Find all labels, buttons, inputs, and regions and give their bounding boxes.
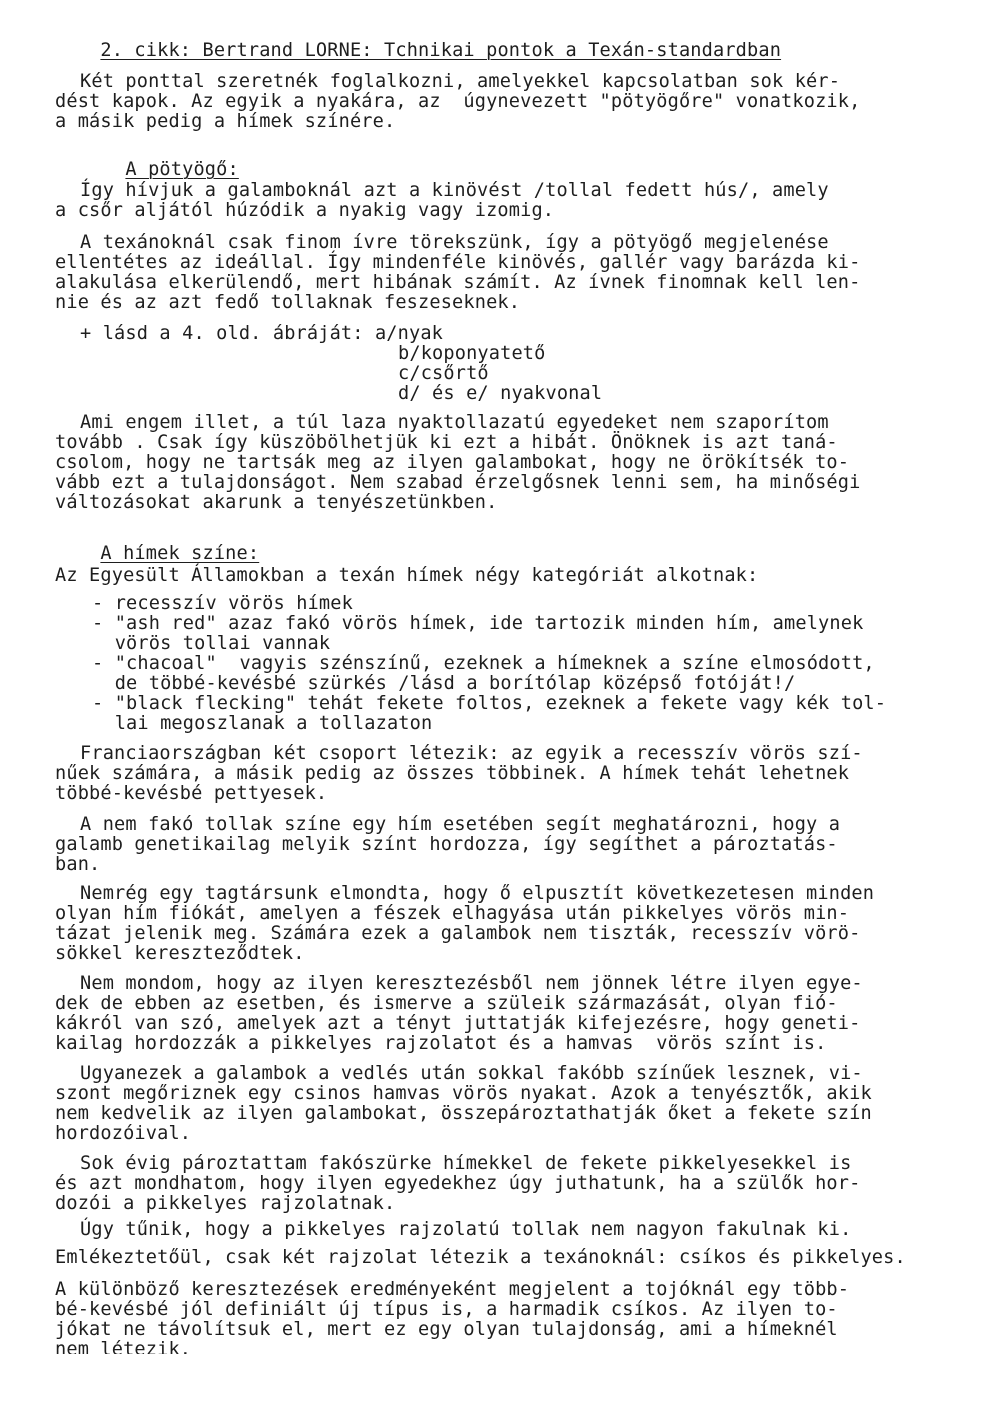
intro-line: Két ponttal szeretnék foglalkozni, amelyekkel kapcsolatban sok kér- bbox=[80, 71, 841, 92]
paragraph-line: változásokat akarunk a tenyészetünkben. bbox=[55, 492, 498, 513]
paragraph-line: nem kedvelik az ilyen galambokat, összepároztathatják őket a fekete szín bbox=[55, 1103, 872, 1124]
paragraph-line: többé-kevésbé pettyesek. bbox=[55, 783, 328, 804]
paragraph-line: dozói a pikkelyes rajzolatnak. bbox=[55, 1193, 396, 1214]
paragraph-line: dek de ebben az esetben, és ismerve a szüleik származását, olyan fió- bbox=[55, 993, 838, 1014]
list-item: - "chacoal" vagyis szénszínű, ezeknek a hímeknek a színe elmosódott, bbox=[92, 653, 875, 674]
paragraph-line: hordozóival. bbox=[55, 1123, 192, 1144]
paragraph-line: ban. bbox=[55, 854, 101, 875]
section-heading-text: A hímek színe: bbox=[100, 543, 260, 564]
paragraph-line: nűek számára, a másik pedig az összes többinek. A hímek tehát lehetnek bbox=[55, 763, 850, 784]
figure-reference: + lásd a 4. old. ábráját: a/nyak bbox=[80, 323, 444, 344]
paragraph-line: tovább . Csak így küszöbölhetjük ki ezt a hibát. Önöknek is azt taná- bbox=[55, 432, 838, 453]
paragraph-line: csolom, hogy ne tartsák meg az ilyen galambokat, hogy ne örökítsék to- bbox=[55, 452, 850, 473]
paragraph-line: Így hívjuk a galamboknál azt a kinövést /tollal fedett hús/, amely bbox=[80, 180, 829, 201]
list-item: - "ash red" azaz fakó vörös hímek, ide tartozik minden hím, amelynek bbox=[92, 613, 864, 634]
paragraph-line: A nem fakó tollak színe egy hím esetében segít meghatározni, hogy a bbox=[80, 814, 841, 835]
paragraph-line: A texánoknál csak finom ívre törekszünk, így a pötyögő megjelenése bbox=[80, 232, 829, 253]
paragraph-line: tázat jelenik meg. Számára ezek a galambok nem tiszták, recesszív vörö- bbox=[55, 923, 861, 944]
paragraph-line: bé-kevésbé jól definiált új típus is, a harmadik csíkos. Az ilyen to- bbox=[55, 1299, 838, 1320]
paragraph-line-cut-off: nem létezik. bbox=[55, 1340, 192, 1354]
paragraph-line: sökkel kereszteződtek. bbox=[55, 943, 305, 964]
paragraph-line: Franciaországban két csoport létezik: az egyik a recesszív vörös szí- bbox=[80, 743, 863, 764]
paragraph-line: jókat ne távolítsuk el, mert ez egy olyan tulajdonság, ami a hímeknél bbox=[55, 1319, 838, 1340]
paragraph-line: olyan hím fiókát, amelyen a fészek elhagyása után pikkelyes vörös min- bbox=[55, 903, 850, 924]
paragraph-line: kákról van szó, amelyek azt a tényt juttatják kifejezésre, hogy geneti- bbox=[55, 1013, 861, 1034]
intro-line: a másik pedig a hímek színére. bbox=[55, 111, 396, 132]
paragraph-line: Sok évig pároztattam fakószürke hímekkel de fekete pikkelyesekkel is bbox=[80, 1153, 852, 1174]
paragraph-line: Az Egyesült Államokban a texán hímek négy kategóriát alkotnak: bbox=[55, 565, 759, 586]
paragraph-line: Emlékeztetőül, csak két rajzolat létezik a texánoknál: csíkos és pikkelyes. bbox=[55, 1247, 906, 1268]
list-item: lai megoszlanak a tollazaton bbox=[92, 713, 433, 734]
paragraph-line: nie és az azt fedő tollaknak feszeseknek. bbox=[55, 292, 521, 313]
list-item: vörös tollai vannak bbox=[92, 633, 331, 654]
list-item: - recesszív vörös hímek bbox=[92, 593, 353, 614]
paragraph-line: szont megőriznek egy csinos hamvas vörös nyakat. Azok a tenyésztők, akik bbox=[55, 1083, 872, 1104]
paragraph-line: ellentétes az ideállal. Így mindenféle kinövés, gallér vagy barázda ki- bbox=[55, 252, 861, 273]
intro-line: dést kapok. Az egyik a nyakára, az úgynevezett "pötyögőre" vonatkozik, bbox=[55, 91, 861, 112]
paragraph-line: és azt mondhatom, hogy ilyen egyedekhez úgy juthatunk, ha a szülők hor- bbox=[55, 1173, 861, 1194]
list-item: - "black flecking" tehát fekete foltos, ezeknek a fekete vagy kék tol- bbox=[92, 693, 887, 714]
paragraph-line: A különböző keresztezések eredményeként megjelent a tojóknál egy több- bbox=[55, 1279, 850, 1300]
section-heading-text: A pötyögő: bbox=[125, 159, 239, 180]
paragraph-line: a csőr aljától húzódik a nyakig vagy izomig. bbox=[55, 200, 555, 221]
article-title-text: 2. cikk: Bertrand LORNE: Tchnikai pontok a Texán-standardban bbox=[100, 40, 782, 61]
figure-reference-item: b/koponyatető bbox=[398, 343, 546, 364]
paragraph-line: Nem mondom, hogy az ilyen keresztezésből nem jönnek létre ilyen egye- bbox=[80, 973, 863, 994]
paragraph-line: kailag hordozzák a pikkelyes rajzolatot és a hamvas vörös színt is. bbox=[55, 1033, 827, 1054]
paragraph-line: Ugyanezek a galambok a vedlés után sokkal fakóbb színűek lesznek, vi- bbox=[80, 1063, 863, 1084]
paragraph-line: Nemrég egy tagtársunk elmondta, hogy ő elpusztít következetesen minden bbox=[80, 883, 875, 904]
list-item: de többé-kevésbé szürkés /lásd a borítólap középső fotóját!/ bbox=[92, 673, 796, 694]
paragraph-line: Úgy tűnik, hogy a pikkelyes rajzolatú tollak nem nagyon fakulnak ki. bbox=[80, 1219, 852, 1240]
paragraph-line: Ami engem illet, a túl laza nyaktollazatú egyedeket nem szaporítom bbox=[80, 412, 829, 433]
figure-reference-item: c/csőrtő bbox=[398, 363, 489, 384]
figure-reference-item: d/ és e/ nyakvonal bbox=[398, 383, 603, 404]
paragraph-line: galamb genetikailag melyik színt hordozza, így segíthet a pároztatás- bbox=[55, 834, 838, 855]
paragraph-line: vább ezt a tulajdonságot. Nem szabad érzelgősnek lenni sem, ha minőségi bbox=[55, 472, 861, 493]
paragraph-line: alakulása elkerülendő, mert hibának számít. Az ívnek finomnak kell len- bbox=[55, 272, 861, 293]
